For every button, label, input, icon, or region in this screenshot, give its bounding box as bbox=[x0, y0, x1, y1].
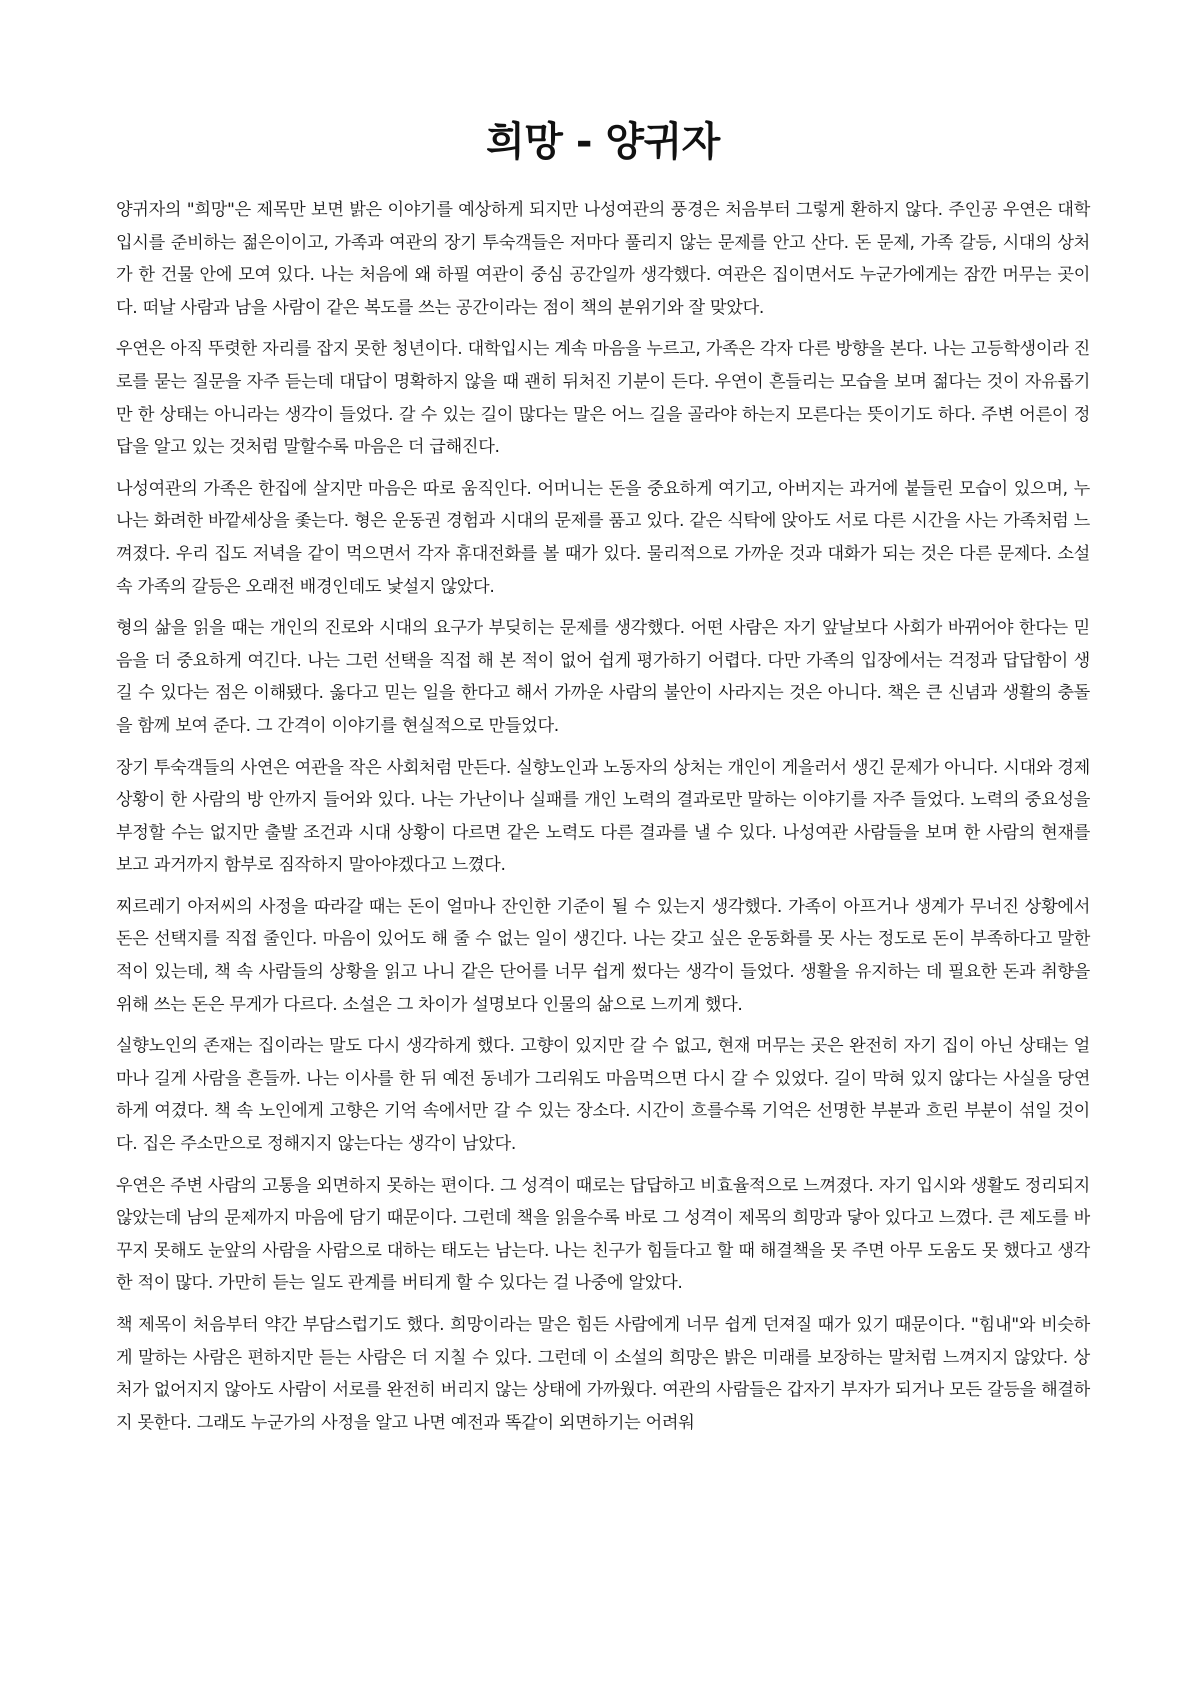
paragraph-6: 찌르레기 아저씨의 사정을 따라갈 때는 돈이 얼마나 잔인한 기준이 될 수 있는지 생각했다. 가족이 아프거나 생계가 무너진 상황에서 돈은 선택지를 직접 줄인다. 마음이 있어도 해 줄 수 없는 일이 생긴다. 나는 갖고 싶은 운동화를 못 사는 정도로 돈이 부족하다고 말한 적이 있는데, 책 속 사람들의 상황을 읽고 나니 같은 단어를 너무 쉽게 썼다는 생각이 들었다. 생활을 유지하는 데 필요한 돈과 취향을 위해 쓰는 돈은 무게가 다르다. 소설은 그 차이가 설명보다 인물의 삶으로 느끼게 했다. bbox=[116, 896, 1090, 1015]
paragraph-9: 책 제목이 처음부터 약간 부담스럽기도 했다. 희망이라는 말은 힘든 사람에게 너무 쉽게 던져질 때가 있기 때문이다. "힘내"와 비슷하게 말하는 사람은 편하지만 듣는 사람은 더 지칠 수 있다. 그런데 이 소설의 희망은 밝은 미래를 보장하는 말처럼 느껴지지 않았다. 상처가 없어지지 않아도 사람이 서로를 완전히 버리지 않는 상태에 가까웠다. 여관의 사람들은 갑자기 부자가 되거나 모든 갈등을 해결하지 못한다. 그래도 누군가의 사정을 알고 나면 예전과 똑같이 외면하기는 어려워 bbox=[116, 1315, 1090, 1433]
paragraph-1: 양귀자의 "희망"은 제목만 보면 밝은 이야기를 예상하게 되지만 나성여관의 풍경은 처음부터 그렇게 환하지 않다. 주인공 우연은 대학입시를 준비하는 젊은이이고, 가족과 여관의 장기 투숙객들은 저마다 풀리지 않는 문제를 안고 산다. 돈 문제, 가족 갈등, 시대의 상처가 한 건물 안에 모여 있다. 나는 처음에 왜 하필 여관이 중심 공간일까 생각했다. 여관은 집이면서도 누군가에게는 잠깐 머무는 곳이다. 떠날 사람과 남을 사람이 같은 복도를 쓰는 공간이라는 점이 책의 분위기와 잘 맞았다. bbox=[116, 200, 1090, 318]
paragraph-7: 실향노인의 존재는 집이라는 말도 다시 생각하게 했다. 고향이 있지만 갈 수 없고, 현재 머무는 곳은 완전히 자기 집이 아닌 상태는 얼마나 길게 사람을 흔들까. 나는 이사를 한 뒤 예전 동네가 그리워도 마음먹으면 다시 갈 수 있었다. 길이 막혀 있지 않다는 사실을 당연하게 여겼다. 책 속 노인에게 고향은 기억 속에서만 갈 수 있는 장소다. 시간이 흐를수록 기억은 선명한 부분과 흐린 부분이 섞일 것이다. 집은 주소만으로 정해지지 않는다는 생각이 남았다. bbox=[116, 1036, 1090, 1155]
paragraph-8: 우연은 주변 사람의 고통을 외면하지 못하는 편이다. 그 성격이 때로는 답답하고 비효율적으로 느껴졌다. 자기 입시와 생활도 정리되지 않았는데 남의 문제까지 마음에 담기 때문이다. 그런데 책을 읽을수록 바로 그 성격이 제목의 희망과 닿아 있다고 느꼈다. 큰 제도를 바꾸지 못해도 눈앞의 사람을 사람으로 대하는 태도는 남는다. 나는 친구가 힘들다고 할 때 해결책을 못 주면 아무 도움도 못 했다고 생각한 적이 많다. 가만히 듣는 일도 관계를 버티게 할 수 있다는 걸 나중에 알았다. bbox=[116, 1175, 1090, 1294]
document-title: 희망 - 양귀자 bbox=[486, 119, 720, 165]
paragraph-5: 장기 투숙객들의 사연은 여관을 작은 사회처럼 만든다. 실향노인과 노동자의 상처는 개인이 게을러서 생긴 문제가 아니다. 시대와 경제 상황이 한 사람의 방 안까지 들어와 있다. 나는 가난이나 실패를 개인 노력의 결과로만 말하는 이야기를 자주 들었다. 노력의 중요성을 부정할 수는 없지만 출발 조건과 시대 상황이 다르면 같은 노력도 다른 결과를 낼 수 있다. 나성여관 사람들을 보며 한 사람의 현재를 보고 과거까지 함부로 짐작하지 말아야겠다고 느꼈다. bbox=[116, 757, 1090, 876]
paragraph-2: 우연은 아직 뚜렷한 자리를 잡지 못한 청년이다. 대학입시는 계속 마음을 누르고, 가족은 각자 다른 방향을 본다. 나는 고등학생이라 진로를 묻는 질문을 자주 듣는데 대답이 명확하지 않을 때 괜히 뒤처진 기분이 든다. 우연이 흔들리는 모습을 보며 젊다는 것이 자유롭기만 한 상태는 아니라는 생각이 들었다. 갈 수 있는 길이 많다는 말은 어느 길을 골라야 하는지 모른다는 뜻이기도 하다. 주변 어른이 정답을 알고 있는 것처럼 말할수록 마음은 더 급해진다. bbox=[116, 339, 1090, 458]
paragraph-4: 형의 삶을 읽을 때는 개인의 진로와 시대의 요구가 부딪히는 문제를 생각했다. 어떤 사람은 자기 앞날보다 사회가 바뀌어야 한다는 믿음을 더 중요하게 여긴다. 나는 그런 선택을 직접 해 본 적이 없어 쉽게 평가하기 어렵다. 다만 가족의 입장에서는 걱정과 답답함이 생길 수 있다는 점은 이해됐다. 옳다고 믿는 일을 한다고 해서 가까운 사람의 불안이 사라지는 것은 아니다. 책은 큰 신념과 생활의 충돌을 함께 보여 준다. 그 간격이 이야기를 현실적으로 만들었다. bbox=[116, 618, 1090, 736]
paragraph-3: 나성여관의 가족은 한집에 살지만 마음은 따로 움직인다. 어머니는 돈을 중요하게 여기고, 아버지는 과거에 붙들린 모습이 있으며, 누나는 화려한 바깥세상을 좇는다. 형은 운동권 경험과 시대의 문제를 품고 있다. 같은 식탁에 앉아도 서로 다른 시간을 사는 가족처럼 느껴졌다. 우리 집도 저녁을 같이 먹으면서 각자 휴대전화를 볼 때가 있다. 물리적으로 가까운 것과 대화가 되는 것은 다른 문제다. 소설 속 가족의 갈등은 오래전 배경인데도 낯설지 않았다. bbox=[116, 478, 1090, 597]
